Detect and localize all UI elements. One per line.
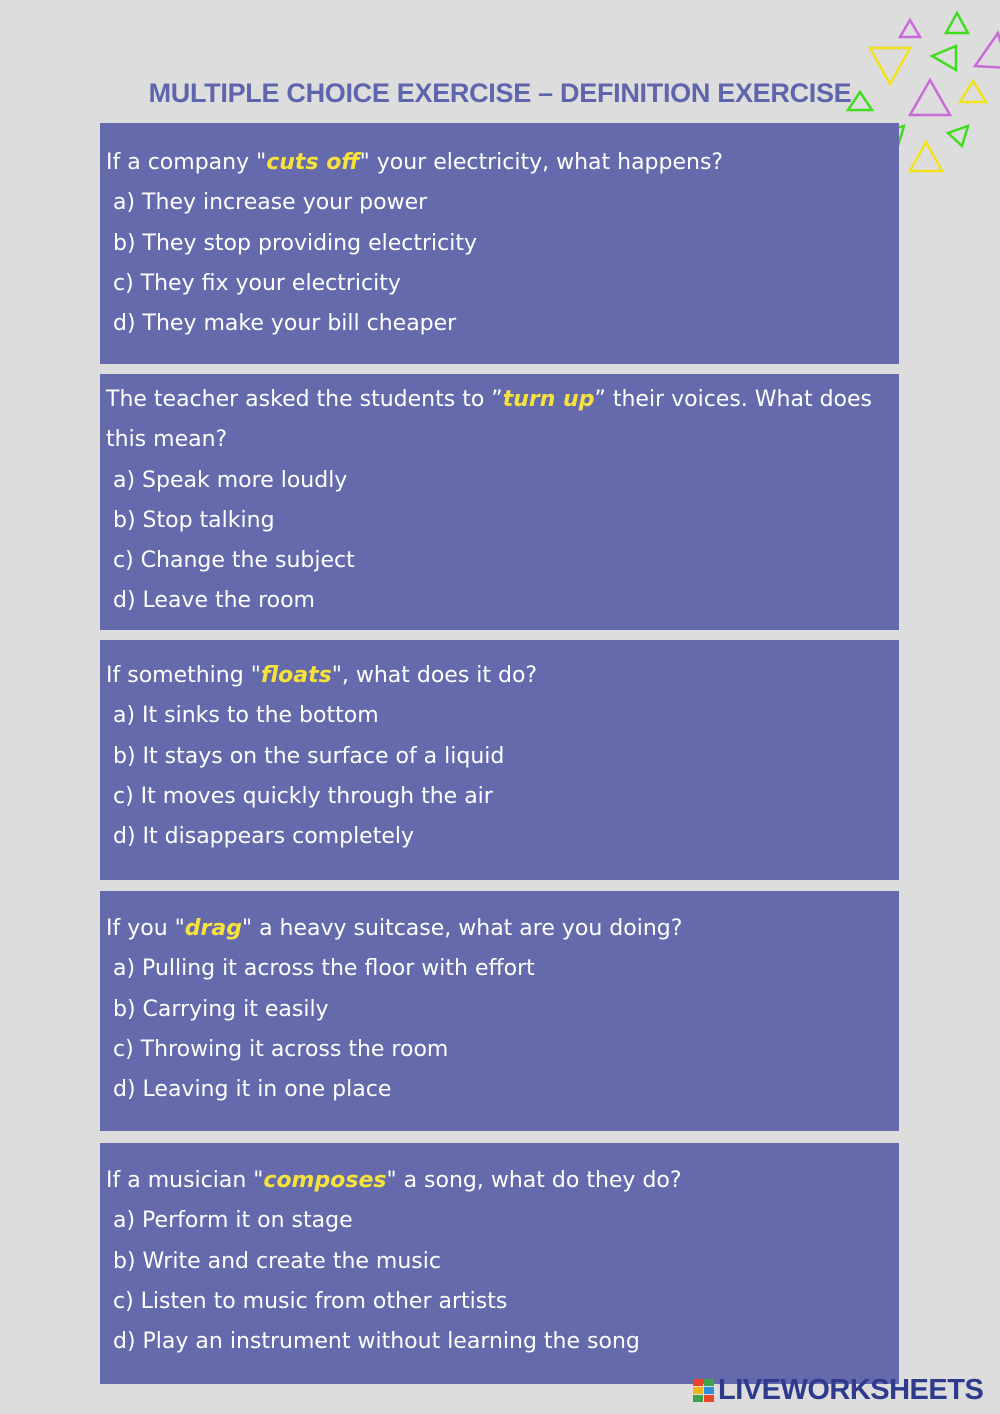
question-card [100, 1143, 899, 1384]
highlighted-term: drag [184, 916, 242, 941]
highlighted-term: composes [263, 1168, 387, 1193]
answer-option[interactable]: a) Speak more loudly [113, 467, 348, 493]
answer-option[interactable]: c) Listen to music from other artists [113, 1288, 508, 1314]
question-text: If a musician "composes" a song, what do they do? [106, 1168, 682, 1193]
page-title: MULTIPLE CHOICE EXERCISE – DEFINITION EXERCISE [148, 78, 852, 108]
answer-option[interactable]: b) Stop talking [113, 507, 275, 533]
highlighted-term: cuts off [266, 150, 360, 175]
answer-option[interactable]: a) Pulling it across the floor with effort [113, 956, 535, 982]
answer-option[interactable]: a) It sinks to the bottom [113, 703, 379, 729]
question-text: If a company "cuts off" your electricity, what happens? [106, 150, 724, 175]
answer-option[interactable]: d) Play an instrument without learning the song [113, 1329, 640, 1355]
answer-option[interactable]: d) Leave the room [113, 588, 315, 614]
answer-option[interactable]: b) It stays on the surface of a liquid [113, 743, 505, 769]
question-text: The teacher asked the students to ”turn up” their voices. What does this mean? [106, 387, 872, 453]
answer-option[interactable]: c) They fix your electricity [113, 270, 401, 296]
answer-option[interactable]: b) They stop providing electricity [113, 230, 477, 256]
answer-option[interactable]: c) Change the subject [113, 548, 355, 574]
answer-option[interactable]: d) It disappears completely [113, 824, 415, 850]
answer-option[interactable]: d) Leaving it in one place [113, 1077, 392, 1103]
question-card [100, 891, 899, 1131]
answer-option[interactable]: b) Write and create the music [113, 1248, 441, 1274]
answer-option[interactable]: c) It moves quickly through the air [113, 783, 493, 809]
answer-option[interactable]: c) Throwing it across the room [113, 1036, 449, 1062]
highlighted-term: floats [260, 663, 332, 688]
answer-option[interactable]: a) They increase your power [113, 190, 428, 216]
question-text: If you "drag" a heavy suitcase, what are you doing? [106, 916, 683, 941]
answer-option[interactable]: b) Carrying it easily [113, 996, 329, 1022]
liveworksheets-logo [693, 1374, 983, 1407]
liveworksheets-logo-icon [693, 1377, 715, 1405]
question-card [100, 123, 899, 364]
logo-text: LIVEWORKSHEETS [718, 1374, 984, 1406]
answer-option[interactable]: a) Perform it on stage [113, 1208, 353, 1234]
question-text: If something "floats", what does it do? [106, 663, 538, 688]
question-card [100, 640, 899, 880]
answer-option[interactable]: d) They make your bill cheaper [113, 311, 457, 337]
question-card [100, 374, 899, 630]
highlighted-term: turn up [502, 387, 595, 412]
